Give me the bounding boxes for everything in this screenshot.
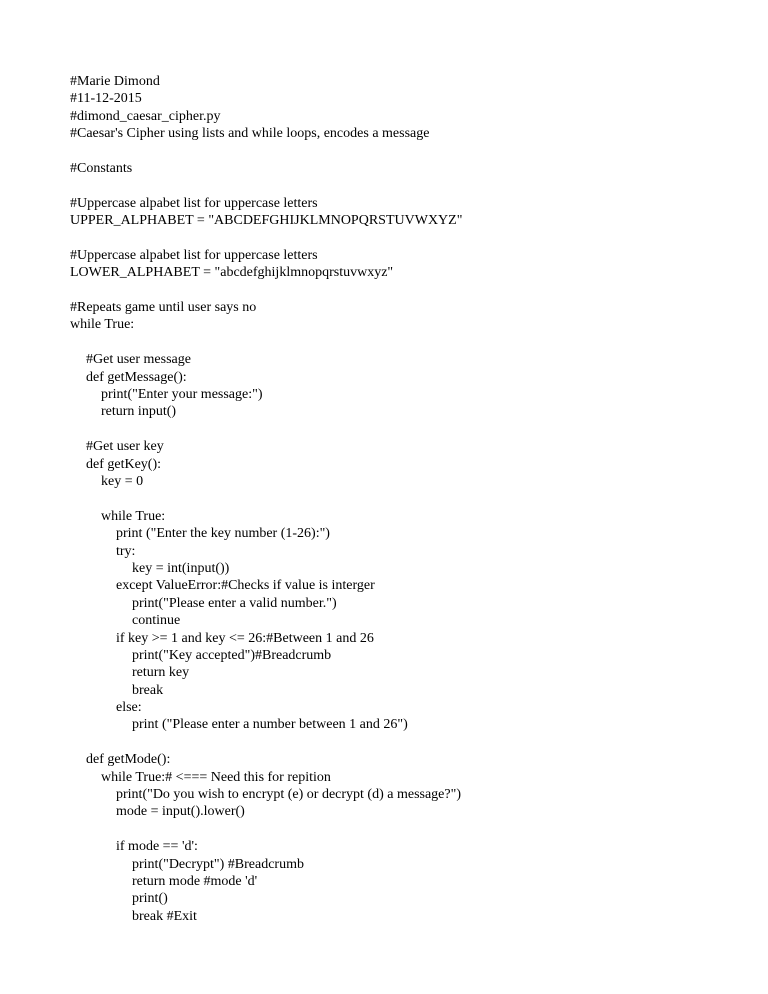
code-line: key = int(input()) <box>132 560 230 576</box>
code-line: def getMode(): <box>86 752 171 768</box>
code-line: key = 0 <box>101 473 144 489</box>
code-line: if key >= 1 and key <= 26:#Between 1 and 26 <box>116 630 374 646</box>
blank-line <box>70 230 462 247</box>
code-line: while True:# <=== Need this for repition <box>101 769 331 785</box>
blank-line <box>70 143 462 160</box>
code-line: #Get user key <box>86 439 164 455</box>
code-line: def getMessage(): <box>86 369 187 385</box>
code-line: continue <box>132 613 181 629</box>
code-line: def getKey(): <box>86 456 162 472</box>
code-line: UPPER_ALPHABET = "ABCDEFGHIJKLMNOPQRSTUVWXYZ" <box>70 213 463 229</box>
code-line: return input() <box>101 404 177 420</box>
blank-line <box>70 177 462 194</box>
code-line: except ValueError:#Checks if value is interger <box>116 578 375 594</box>
code-line: #11-12-2015 <box>70 91 142 107</box>
blank-line <box>70 282 462 299</box>
code-line: print("Decrypt") #Breadcrumb <box>132 856 304 872</box>
code-line: print ("Enter the key number (1-26):") <box>116 526 330 542</box>
code-line: mode = input().lower() <box>116 804 245 820</box>
code-line: LOWER_ALPHABET = "abcdefghijklmnopqrstuvwxyz" <box>70 265 394 281</box>
code-line: while True: <box>101 508 166 524</box>
code-line: #Repeats game until user says no <box>70 300 257 316</box>
code-line: while True: <box>70 317 135 333</box>
code-line: break <box>132 682 164 698</box>
blank-line <box>70 334 462 351</box>
blank-line <box>70 821 462 838</box>
code-listing <box>70 73 462 925</box>
code-line: print("Key accepted")#Breadcrumb <box>132 647 332 663</box>
code-line: #Get user message <box>86 352 191 368</box>
code-line: print ("Please enter a number between 1 and 26") <box>132 717 408 733</box>
code-line: break #Exit <box>132 908 197 924</box>
blank-line <box>70 734 462 751</box>
code-line: print("Please enter a valid number.") <box>132 595 337 611</box>
code-line: #Caesar's Cipher using lists and while loops, encodes a message <box>70 126 430 142</box>
code-line: #Marie Dimond <box>70 74 160 89</box>
code-line: print("Do you wish to encrypt (e) or decrypt (d) a message?") <box>116 787 461 803</box>
code-line: if mode == 'd': <box>116 839 198 855</box>
code-line: return key <box>132 665 190 681</box>
code-line: #Uppercase alpabet list for uppercase letters <box>70 195 318 211</box>
blank-line <box>70 490 462 507</box>
code-line: #Constants <box>70 160 133 176</box>
code-line: #Uppercase alpabet list for uppercase letters <box>70 247 318 263</box>
code-line: else: <box>116 700 142 716</box>
code-line: try: <box>116 543 136 559</box>
blank-line <box>70 421 462 438</box>
code-line: print() <box>132 891 168 907</box>
code-line: return mode #mode 'd' <box>132 873 258 889</box>
code-line: #dimond_caesar_cipher.py <box>70 108 221 124</box>
code-line: print("Enter your message:") <box>101 387 263 403</box>
